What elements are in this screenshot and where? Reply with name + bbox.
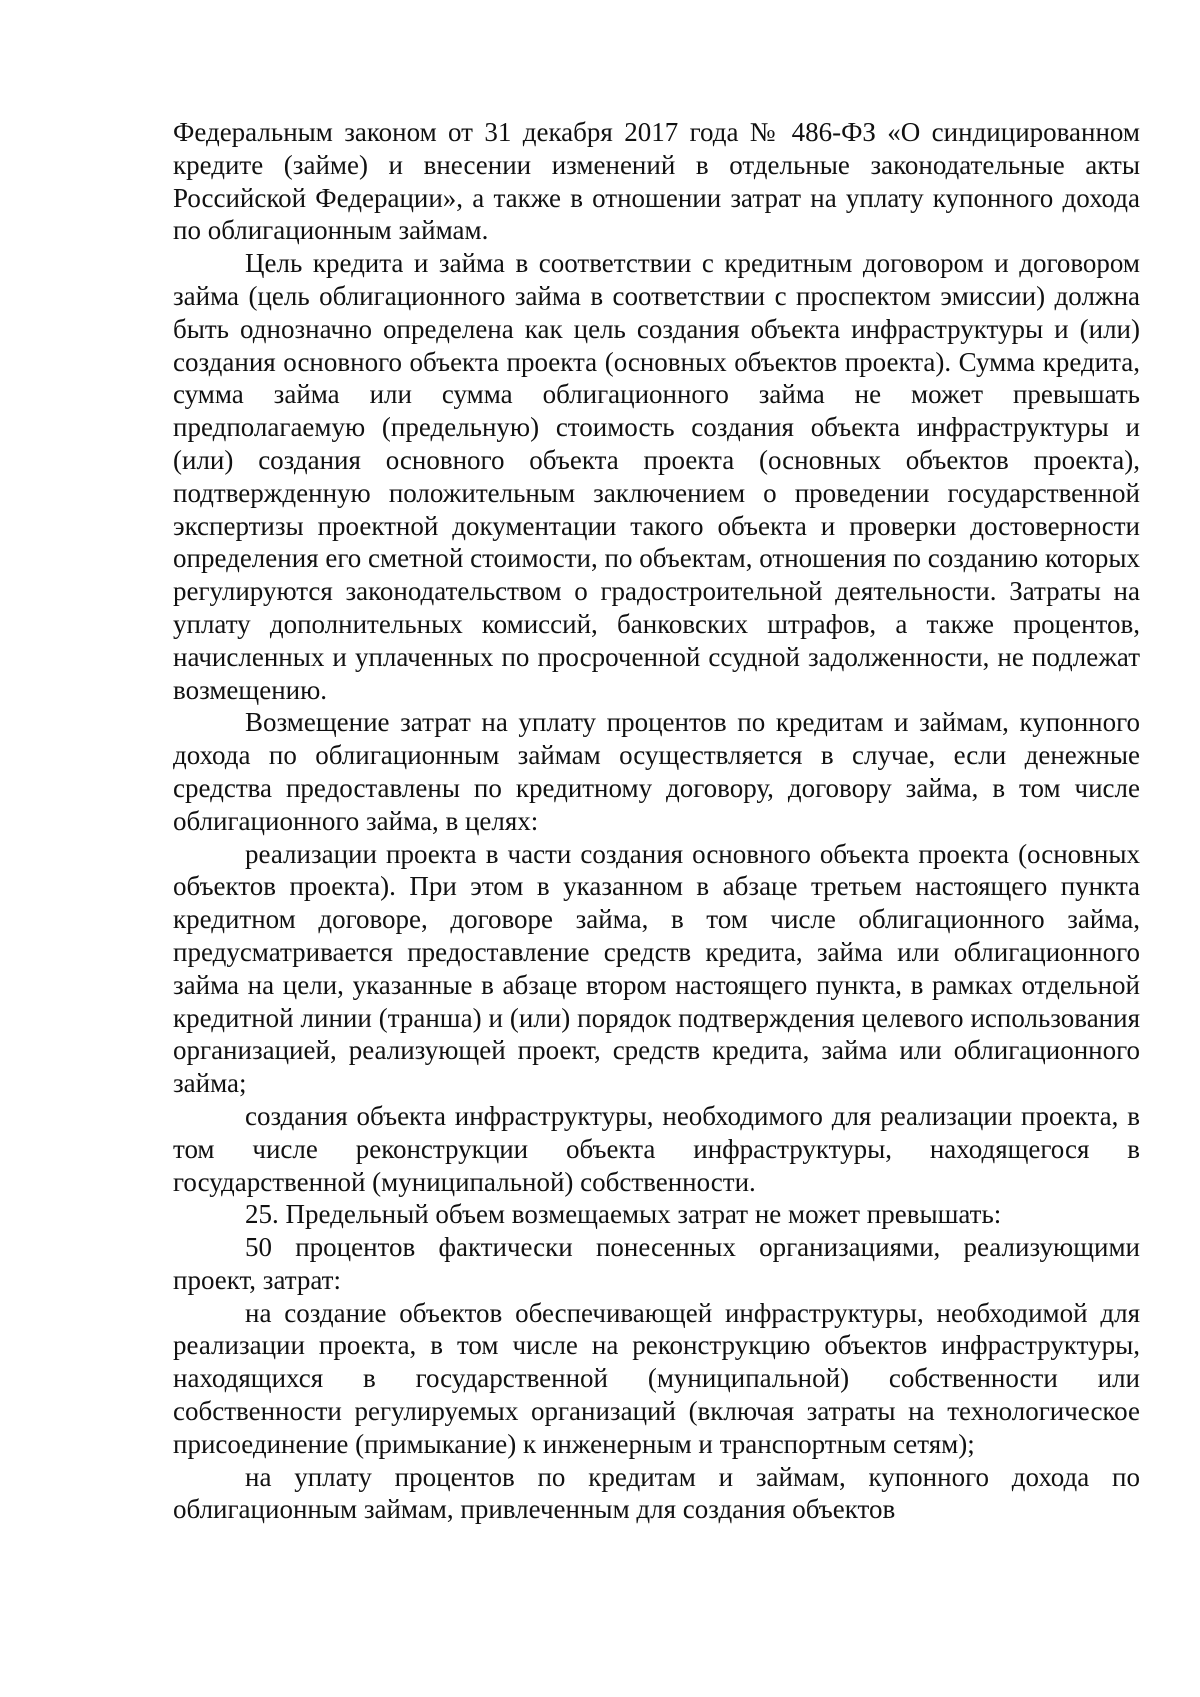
paragraph-interest-payment: на уплату процентов по кредитам и займам, купонного дохода по облигационным займам, привлеченным для создания объектов xyxy=(173,1461,1140,1525)
paragraph-law-reference: Федеральным законом от 31 декабря 2017 года № 486-ФЗ «О синдицированном кредите (займе) и внесении изменений в отдельные законодательные акты Российской Федерации», а также в отношении затрат на уплату купонного дохода по облигационным займам. xyxy=(173,117,1140,246)
paragraph-infrastructure-costs: на создание объектов обеспечивающей инфраструктуры, необходимой для реализации проекта, в том числе на реконструкцию объектов инфраструктуры, находящихся в государственной (муниципальной) собственности или собственности регулируемых организаций (включая затраты на технологическое присоединение (примыкание) к инженерным и транспортным сетям); xyxy=(173,1297,1140,1459)
paragraph-loan-purpose: Цель кредита и займа в соответствии с кредитным договором и договором займа (цель облигационного займа в соответствии с проспектом эмиссии) должна быть однозначно определена как цель создания объекта инфраструктуры и (или) создания основного объекта проекта (основных объектов проекта). Сумма кредита, сумма займа или сумма облигационного займа не может превышать предполагаемую (предельную) стоимость создания объекта инфраструктуры и (или) создания основного объекта проекта (основных объектов проекта), подтвержденную положительным заключением о проведении государственной экспертизы проектной документации такого объекта и проверки достоверности определения его сметной стоимости, по объектам, отношения по созданию которых регулируются законодательством о градостроительной деятельности. Затраты на уплату дополнительных комиссий, банковских штрафов, а также процентов, начисленных и уплаченных по просроченной ссудной задолженности, не подлежат возмещению. xyxy=(173,248,1140,705)
paragraph-project-implementation: реализации проекта в части создания основного объекта проекта (основных объектов проекта). При этом в указанном в абзаце третьем настоящего пункта кредитном договоре, договоре займа, в том числе облигационного займа, предусматривается предоставление средств кредита, займа или облигационного займа на цели, указанные в абзаце втором настоящего пункта, в рамках отдельной кредитной линии (транша) и (или) порядок подтверждения целевого использования организацией, реализующей проект, средств кредита, займа или облигационного займа; xyxy=(173,838,1140,1099)
paragraph-fifty-percent: 50 процентов фактически понесенных организациями, реализующими проект, затрат: xyxy=(173,1232,1140,1295)
paragraph-reimbursement-conditions: Возмещение затрат на уплату процентов по кредитам и займам, купонного дохода по облигационным займам осуществляется в случае, если денежные средства предоставлены по кредитному договору, договору займа, в том числе облигационного займа, в целях: xyxy=(173,707,1140,836)
paragraph-item-25: 25. Предельный объем возмещаемых затрат не может превышать: xyxy=(245,1199,1002,1230)
document-body xyxy=(173,116,1140,1526)
paragraph-infrastructure-creation: создания объекта инфраструктуры, необходимого для реализации проекта, в том числе реконструкции объекта инфраструктуры, находящегося в государственной (муниципальной) собственности. xyxy=(173,1100,1140,1197)
